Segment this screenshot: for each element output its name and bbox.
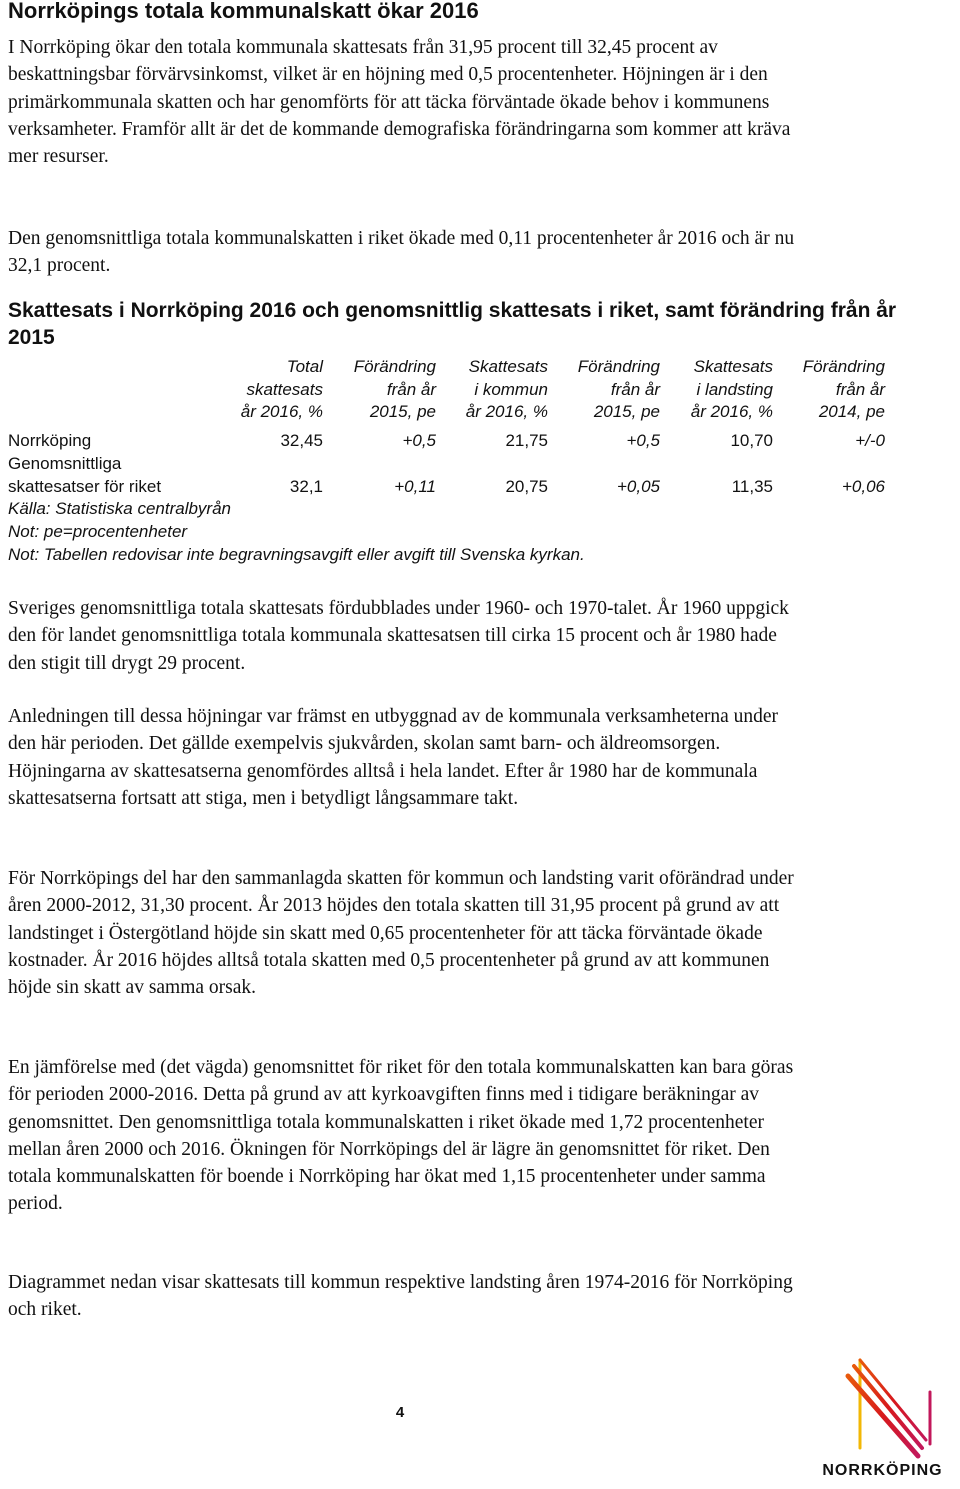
table-note-exclusions: Not: Tabellen redovisar inte begravningsavgift eller avgift till Svenska kyrkan. (8, 545, 585, 564)
body-paragraph-5: Diagrammet nedan visar skattesats till kommun respektive landsting åren 1974-2016 för Norrköping och riket. (8, 1272, 793, 1321)
header-county-rate: Skattesats i landsting år 2016, % (690, 357, 773, 421)
table-cell: +0,5 (402, 431, 436, 450)
intro-paragraph-2: Den genomsnittliga totala kommunalskatten i riket ökade med 0,11 procentenheter år 2016 och är nu 32,1 procent. (8, 228, 795, 277)
row-label-norrkoping: Norrköping (8, 431, 92, 450)
table-cell: 32,45 (280, 431, 323, 450)
page-number: 4 (395, 1404, 405, 1421)
intro-paragraph-1: I Norrköping ökar den totala kommunala skattesats från 31,95 procent till 32,45 procent av beskattningsbar förvärvsinkomst, vilket är en höjning med 0,5 procentenheter. Höjningen är i den primärkommunala skatten och har genomförts för att täcka förväntade ökade behov i kommunens verksamheter. Framför allt är det de kommande demografiska förändringarna som kommer att kräva mer resurser. (8, 37, 791, 168)
table-cell: 32,1 (289, 477, 323, 496)
body-paragraph-3: För Norrköpings del har den sammanlagda skatten för kommun och landsting varit oförändrad under åren 2000-2012, 31,30 procent. År 2013 höjdes den totala skatten till 31,95 procent på grund av att landstinget i Östergötland höjde sin skatt med 0,65 procentenheter för att täcka förväntade ökade kostnader. År 2016 höjdes alltså totala skatten med 0,5 procentenheter på grund av att kommunen höjde sin skatt av samma orsak. (8, 868, 794, 999)
table-cell: +0,5 (626, 431, 660, 450)
logo-wordmark: NORRKÖPING (822, 1462, 943, 1479)
body-paragraph-2: Anledningen till dessa höjningar var främst en utbyggnad av de kommunala verksamheterna under den här perioden. Det gällde exempelvis sjukvården, skolan samt barn- och äldreomsorgen. Höjningarna av skattesatserna genomfördes alltså i hela landet. Efter år 1980 har de kommunala skattesatserna fortsatt att stiga, men i betydligt långsammare takt. (8, 706, 779, 809)
header-change-county: Förändring från år 2014, pe (802, 357, 885, 421)
table-cell: +0,06 (841, 477, 885, 496)
table-source-note: Källa: Statistiska centralbyrån (8, 499, 231, 518)
page-heading: Norrköpings totala kommunalskatt ökar 2016 (8, 0, 479, 23)
header-change-total: Förändring från år 2015, pe (353, 357, 436, 421)
table-cell: +0,05 (616, 477, 660, 496)
header-municipal-rate: Skattesats i kommun år 2016, % (465, 357, 548, 421)
table-cell: 11,35 (731, 477, 773, 496)
header-change-municipal: Förändring från år 2015, pe (577, 357, 660, 421)
table-cell: 10,70 (730, 431, 773, 450)
table-note-pe: Not: pe=procentenheter (8, 522, 188, 541)
table-cell: +0,11 (394, 477, 436, 496)
row-label-riket-line2: skattesatser för riket (8, 477, 162, 496)
table-cell: 20,75 (505, 477, 548, 496)
header-total-rate: Total skattesats år 2016, % (240, 357, 323, 421)
body-paragraph-1: Sveriges genomsnittliga totala skattesats fördubblades under 1960- och 1970-talet. År 1960 uppgick den för landet genomsnittliga totala kommunala skattesatsen till cirka 15 procent och år 1980 hade den stigit till drygt 29 procent. (8, 598, 789, 674)
body-paragraph-4: En jämförelse med (det vägda) genomsnittet för riket för den totala kommunalskatten kan bara göras för perioden 2000-2016. Detta på grund av att kyrkoavgiften finns med i tidigare beräkningar av genomsnittet. Den genomsnittliga totala kommunalskatten i riket ökade med 1,72 procentenheter mellan åren 2000 och 2016. Ökningen för Norrköpings del är lägre än genomsnittet för riket. Den totala kommunalskatten för boende i Norrköping har ökat med 1,15 procentenheter under samma period. (8, 1057, 794, 1215)
table-cell: +/-0 (855, 431, 885, 450)
row-label-riket-line1: Genomsnittliga (8, 454, 122, 473)
table-title: Skattesats i Norrköping 2016 och genomsnittlig skattesats i riket, samt förändring från år 2015 (8, 299, 897, 349)
table-cell: 21,75 (505, 431, 548, 450)
